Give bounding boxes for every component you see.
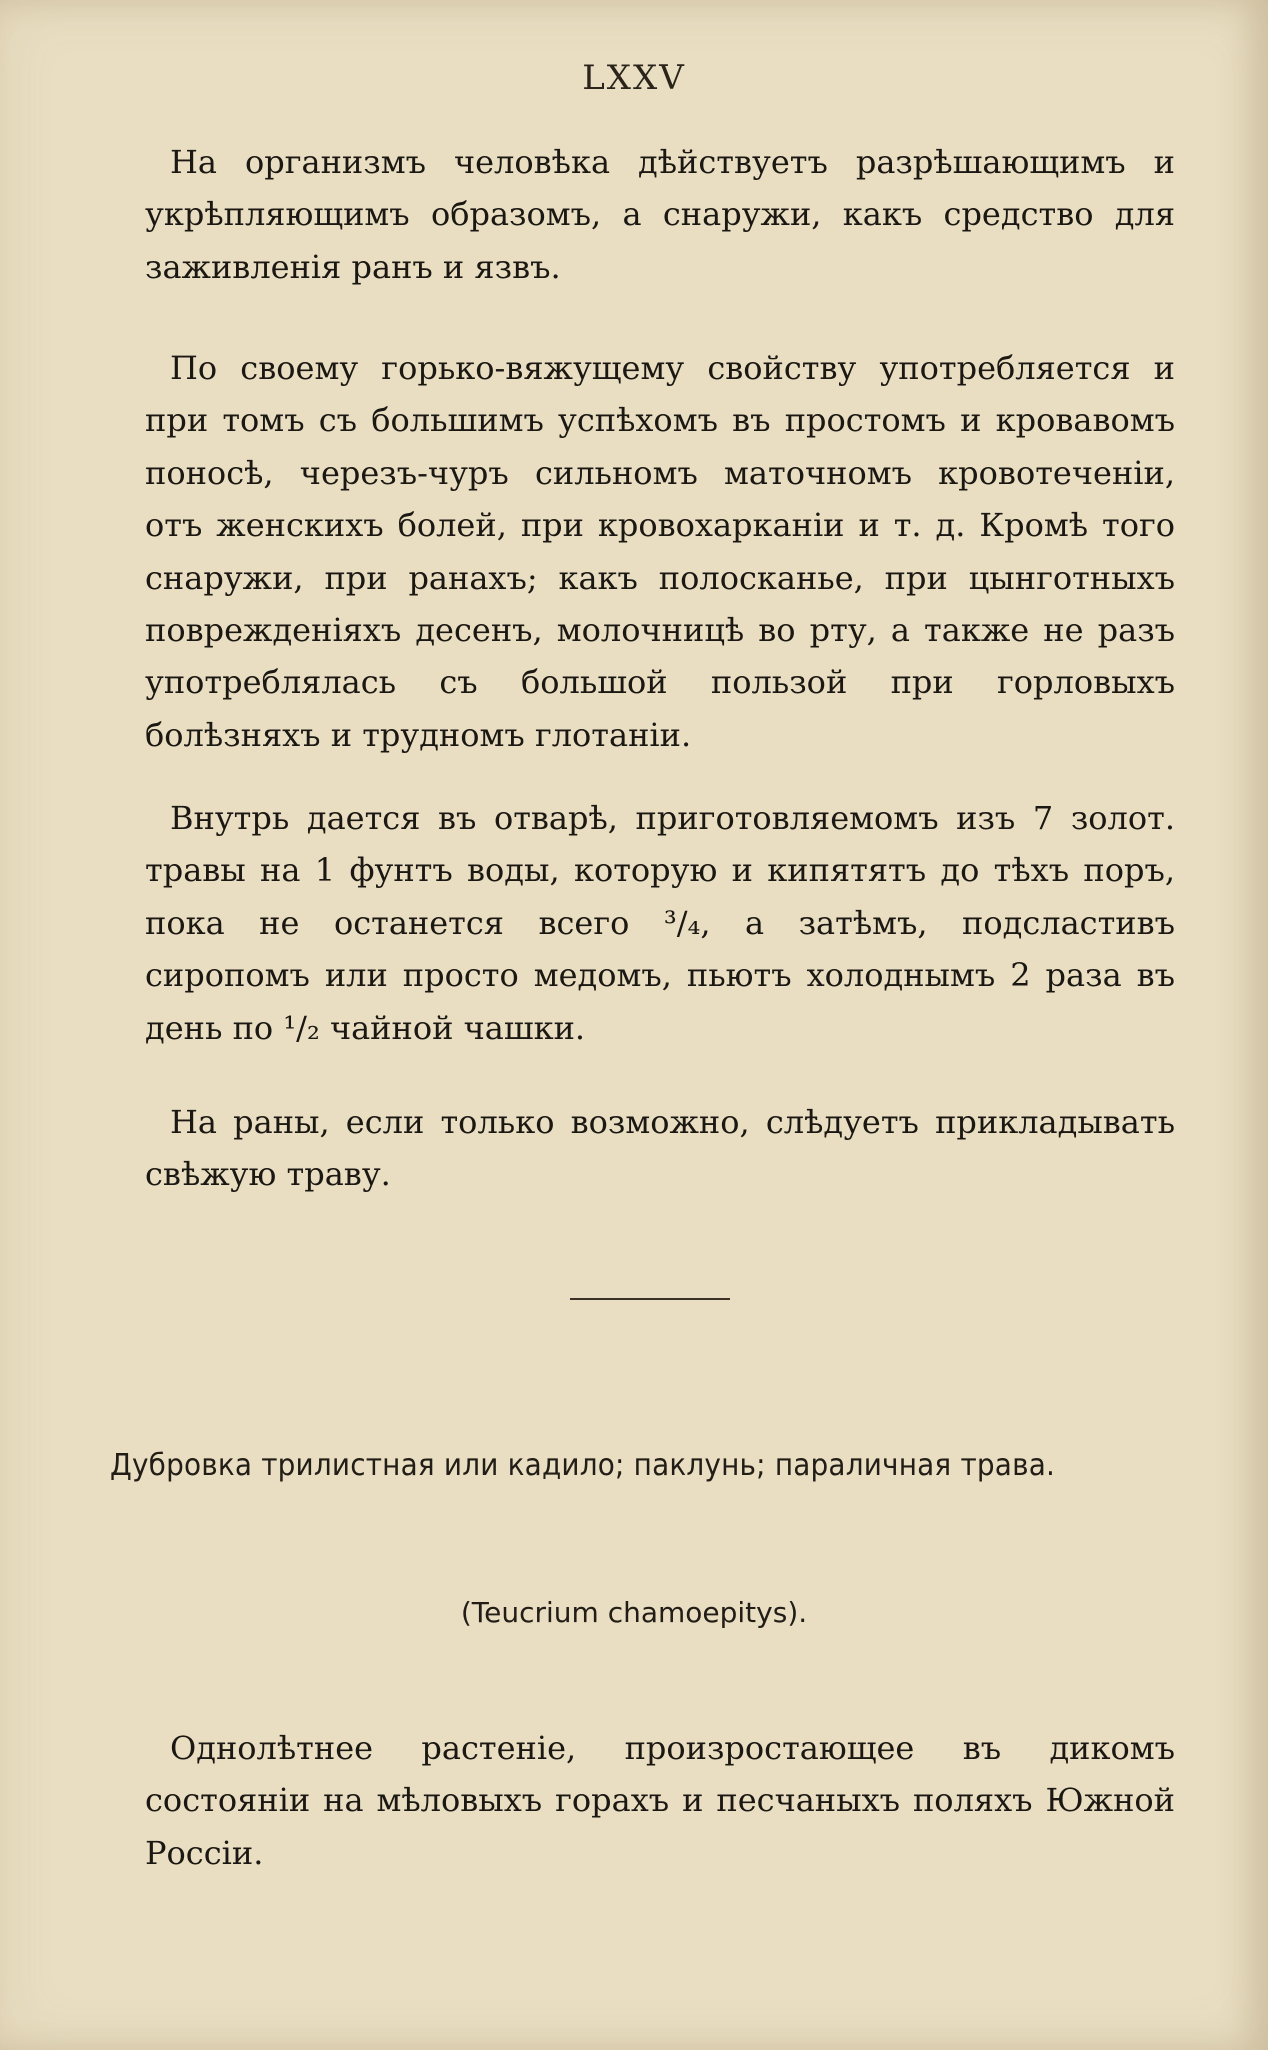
paragraph-uses: По своему горько-вяжущему свойству употребляется и при томъ съ большимъ успѣхомъ въ простомъ и кровавомъ поносѣ, черезъ-чуръ сильномъ маточномъ кровотеченіи, отъ женскихъ болей, при кровохарканіи и т. д. Кромѣ того снаружи, при ранахъ; какъ полосканье, при цынготныхъ поврежденіяхъ десенъ, молочницѣ во рту, а также не разъ употреблялась съ большой пользой при горловыхъ болѣзняхъ и трудномъ глотаніи. — [145, 349, 1175, 754]
latin-name: (Teucrium chamoepitys). — [460, 1596, 808, 1629]
paragraph-plant-intro: Однолѣтнее растеніе, произростающее въ дикомъ состояніи на мѣловыхъ горахъ и песчаныхъ поляхъ Южной Россіи. — [145, 1729, 1175, 1872]
paragraph-dosage: Внутрь дается въ отварѣ, приготовляемомъ изъ 7 золот. травы на 1 фунтъ воды, которую и кипятятъ до тѣхъ поръ, пока не останется всего ³/₄, а затѣмъ, подсластивъ сиропомъ или просто медомъ, пьютъ холоднымъ 2 раза въ день по ¹/₂ чайной чашки. — [145, 799, 1175, 1047]
paragraph-wounds: На раны, если только возможно, слѣдуетъ прикладывать свѣжую траву. — [145, 1103, 1175, 1194]
section-divider — [570, 1298, 730, 1300]
section-title: Дубровка трилистная или кадило; паклунь; параличная трава. — [110, 1448, 1056, 1483]
paragraph-effects: На организмъ человѣка дѣйствуетъ разрѣшающимъ и укрѣпляющимъ образомъ, а снаружи, какъ средство для заживленія ранъ и язвъ. — [145, 143, 1175, 286]
page-number: LXXV — [582, 58, 686, 98]
